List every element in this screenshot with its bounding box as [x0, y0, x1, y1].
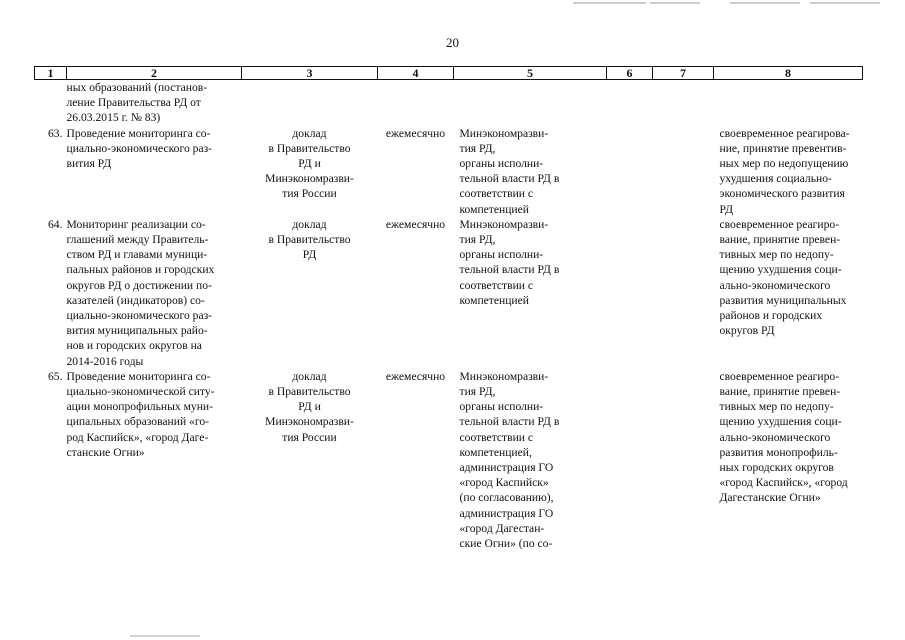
- table-row-64: [35, 217, 863, 369]
- row-col7: [653, 126, 714, 217]
- col-header-4: 4: [378, 67, 454, 80]
- row-description: Проведение мониторинга со- циально-экономического раз- вития РД: [66, 126, 213, 171]
- table-row-63: [35, 126, 863, 217]
- col-header-8: 8: [714, 67, 863, 80]
- col-header-6: 6: [607, 67, 653, 80]
- col-header-5: 5: [454, 67, 607, 80]
- col-header-3: 3: [242, 67, 378, 80]
- row-col7: [653, 369, 714, 551]
- row-responsible: Минэкономразви- тия РД, органы исполни- тельной власти РД в соответствии с компетенцией, администрация ГО «город Каспийск» (по согласованию), администрация ГО «город Дагестан- ские Огни» (по со-: [459, 369, 560, 551]
- row-result: своевременное реагирова- ние, принятие превентив- ных мер по недопущению ухудшения социально- экономического развития РД: [719, 126, 850, 216]
- col-header-7: 7: [653, 67, 714, 80]
- row-period: ежемесячно: [385, 126, 446, 140]
- row-number: 63.: [48, 126, 63, 140]
- row-report-form: доклад в Правительство РД: [268, 217, 351, 262]
- row-result: своевременное реагиро- вание, принятие превен- тивных мер по недопу- щению ухудшения соци- ально-экономического развития монопрофиль- ных городских округов «город Каспийск», «город Дагестанские Огни»: [719, 369, 848, 505]
- col-header-1: 1: [35, 67, 67, 80]
- header-row: [35, 67, 863, 80]
- row-report-form: доклад в Правительство РД и Минэкономразви- тия России: [265, 369, 354, 444]
- row-number: 65.: [48, 369, 63, 383]
- row-report-form: доклад в Правительство РД и Минэкономразви- тия России: [265, 126, 354, 201]
- row-period: ежемесячно: [385, 369, 446, 383]
- row-number: 64.: [48, 217, 63, 231]
- row-col6: [607, 217, 653, 369]
- row-responsible: Минэкономразви- тия РД, органы исполни- тельной власти РД в соответствии с компетенцией: [459, 126, 560, 216]
- page-number: 20: [446, 35, 459, 50]
- row-responsible: Минэкономразви- тия РД, органы исполни- тельной власти РД в соответствии с компетенцией: [459, 217, 560, 307]
- col-header-2: 2: [67, 67, 242, 80]
- continuation-description: ных образований (постанов- ление Правительства РД от 26.03.2015 г. № 83): [66, 81, 208, 125]
- row-col6: [607, 126, 653, 217]
- continuation-row: [35, 80, 863, 126]
- row-period: ежемесячно: [385, 217, 446, 231]
- row-description: Мониторинг реализации со- глашений между Правитель- ством РД и главами муници- пальных районов и городских округов РД о достижении по- казателей (индикаторов) со- циально-экономического раз- вития муниципальных райо- нов и городских округов на 2014-2016 годы: [66, 217, 215, 368]
- row-description: Проведение мониторинга со- циально-экономической ситу- ации монопрофильных муни- ципальных образований «го- род Каспийск», «город Даге- станские Огни»: [66, 369, 215, 459]
- table-row-65: [35, 369, 863, 551]
- row-result: своевременное реагиро- вание, принятие превен- тивных мер по недопу- щению ухудшения соци- ально-экономического развития муниципальных районов и городских округов РД: [719, 217, 847, 338]
- row-col7: [653, 217, 714, 369]
- row-col6: [607, 369, 653, 551]
- plan-table: [34, 66, 863, 551]
